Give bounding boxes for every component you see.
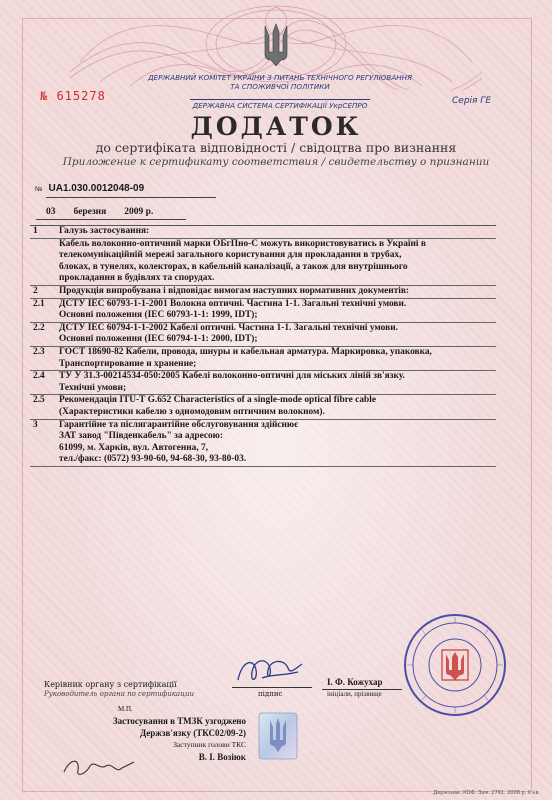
date-underline — [36, 219, 186, 220]
row-line: тел./факс: (0572) 93-90-60, 94-68-30, 93-80-03. — [59, 454, 247, 465]
document-title: ДОДАТОК — [190, 112, 362, 141]
row-text — [55, 371, 496, 394]
hologram-sticker — [258, 712, 298, 760]
row-text — [55, 420, 496, 466]
signature-caption: підпис — [258, 690, 283, 698]
table-row — [30, 239, 496, 286]
date-day: 03 — [46, 207, 56, 217]
table-row — [30, 299, 496, 323]
row-number: 2.5 — [33, 395, 45, 406]
row-text — [55, 299, 496, 322]
row-number: 2.2 — [33, 322, 45, 333]
row-text — [55, 347, 496, 370]
row-number: 1 — [33, 226, 38, 236]
row-line: (Характеристики кабелю з одномодовим оптичним волокном). — [59, 406, 325, 417]
table-row — [30, 286, 496, 299]
date-year: 2009 р. — [124, 207, 154, 217]
row-number: 2.1 — [33, 298, 45, 309]
row-line: Продукція випробувана і відповідає вимогам наступних нормативних документів: — [59, 285, 410, 296]
row-line: ЗАТ завод "Південкабель" за адресою: — [59, 431, 223, 442]
row-number: 3 — [33, 419, 38, 430]
name-caption: ініціали, прізвище — [327, 690, 382, 698]
row-line: Технічні умови; — [59, 382, 127, 393]
seal-place-label: М.П. — [118, 705, 133, 713]
table-row — [30, 371, 496, 395]
table-row — [30, 420, 496, 467]
document-subtitle: до сертифіката відповідності / свідоцтва про визнання — [95, 140, 457, 155]
tmzk-line1: Застосування в ТМЗК узгоджено — [112, 716, 246, 726]
row-line: Рекомендація ITU-T G.652 Characteristics of a single-mode optical fibre cable — [59, 395, 377, 406]
row-line: Гарантійне та післягарантійне обслуговування здійснює — [59, 419, 299, 430]
official-seal-stamp — [400, 610, 510, 720]
date-month: березня — [73, 207, 107, 217]
requirements-table — [30, 225, 496, 467]
row-line: Основні положення (IEC 60793-1-1: 1999, IDT); — [59, 310, 258, 321]
header-authority: ДЕРЖАВНИЙ КОМІТЕТ УКРАЇНИ З ПИТАНЬ ТЕХНІЧНОГО РЕГУЛЮВАННЯ — [147, 73, 413, 82]
row-line: ДСТУ IEC 60794-1-1-2002 Кабелі оптичні. Частина 1-1. Загальні технічні умови. — [59, 322, 398, 333]
tmzk-line3: Заступник голови ТКС — [173, 740, 246, 749]
table-row — [30, 226, 496, 239]
series-label: Серія ГЕ — [452, 96, 492, 106]
row-line: ТУ У 31.3-00214534-050:2005 Кабелі волоконно-оптичні для міських ліній зв'язку. — [59, 371, 405, 382]
row-text — [55, 286, 496, 298]
header-system: ДЕРЖАВНА СИСТЕМА СЕРТИФІКАЦІЇ УкрСЕПРО — [192, 101, 368, 110]
row-line: телекомунікаційній мережі загального користування для прокладання в трубах, — [59, 250, 402, 261]
row-number — [30, 239, 55, 285]
row-text — [55, 323, 496, 346]
certificate-number — [35, 183, 144, 194]
row-line: ГОСТ 18690-82 Кабели, провода, шнуры и кабельная арматура. Маркировка, упаковка, — [59, 346, 432, 357]
row-line: ДСТУ IEC 60793-1-1-2001 Волокна оптичні. Частина 1-1. Загальні технічні умови. — [59, 298, 407, 309]
number-sign: № — [35, 186, 43, 193]
trident-emblem-icon — [262, 22, 290, 66]
certificate-number-value: UA1.030.0012048-09 — [48, 183, 145, 194]
signature-line — [232, 687, 312, 688]
header-divider — [190, 99, 370, 100]
document-subtitle-ru: Приложение к сертификату соответствия / свидетельству о признании — [62, 156, 490, 168]
table-row — [30, 395, 496, 419]
signatory-name: І. Ф. Кожухар — [327, 677, 383, 687]
head-of-body-role: Керівник органу з сертифікації — [44, 680, 177, 689]
row-number: 2.4 — [33, 371, 45, 382]
head-of-body-role-ru: Руководитель органа по сертификации — [44, 690, 194, 698]
header-authority-line2: ТА СПОЖИВЧОЇ ПОЛІТИКИ — [230, 82, 330, 91]
row-line: Кабель волоконно-оптичний марки ОБгПно-С можуть використовуватись в Україні в — [59, 238, 426, 249]
row-text — [55, 239, 496, 285]
serial-number: № 615278 — [40, 89, 106, 103]
row-line: блоках, в тунелях, колекторах, в кабельній каналізації, а також для внутрішнього — [59, 261, 408, 272]
issue-date — [46, 207, 171, 217]
tmzk-line4: В. І. Возіюк — [198, 752, 246, 762]
row-line: Транспортирование и хранение; — [59, 358, 197, 369]
row-line: Основні положення (IEC 60794-1-1: 2000, IDT); — [59, 334, 258, 345]
row-line: Галузь застосування: — [59, 226, 150, 236]
row-line: 61099, м. Харків, вул. Автогенна, 7, — [59, 442, 209, 453]
tmzk-line2: Держзв'язку (ТКС02/09-2) — [139, 728, 246, 738]
table-row — [30, 323, 496, 347]
table-row — [30, 347, 496, 371]
row-line: прокладання в будівлях та спорудах. — [59, 273, 215, 284]
row-text — [55, 395, 496, 418]
row-text — [55, 226, 496, 238]
certno-underline — [46, 197, 216, 198]
row-number: 2.3 — [33, 346, 45, 357]
printer-imprint: Держзнак. КОФ. Зам. 2791. 2008 р. II кв. — [433, 790, 540, 796]
row-number: 2 — [33, 285, 38, 296]
signature-kozhukhar — [232, 650, 312, 690]
signature-vozniuk — [60, 752, 140, 782]
